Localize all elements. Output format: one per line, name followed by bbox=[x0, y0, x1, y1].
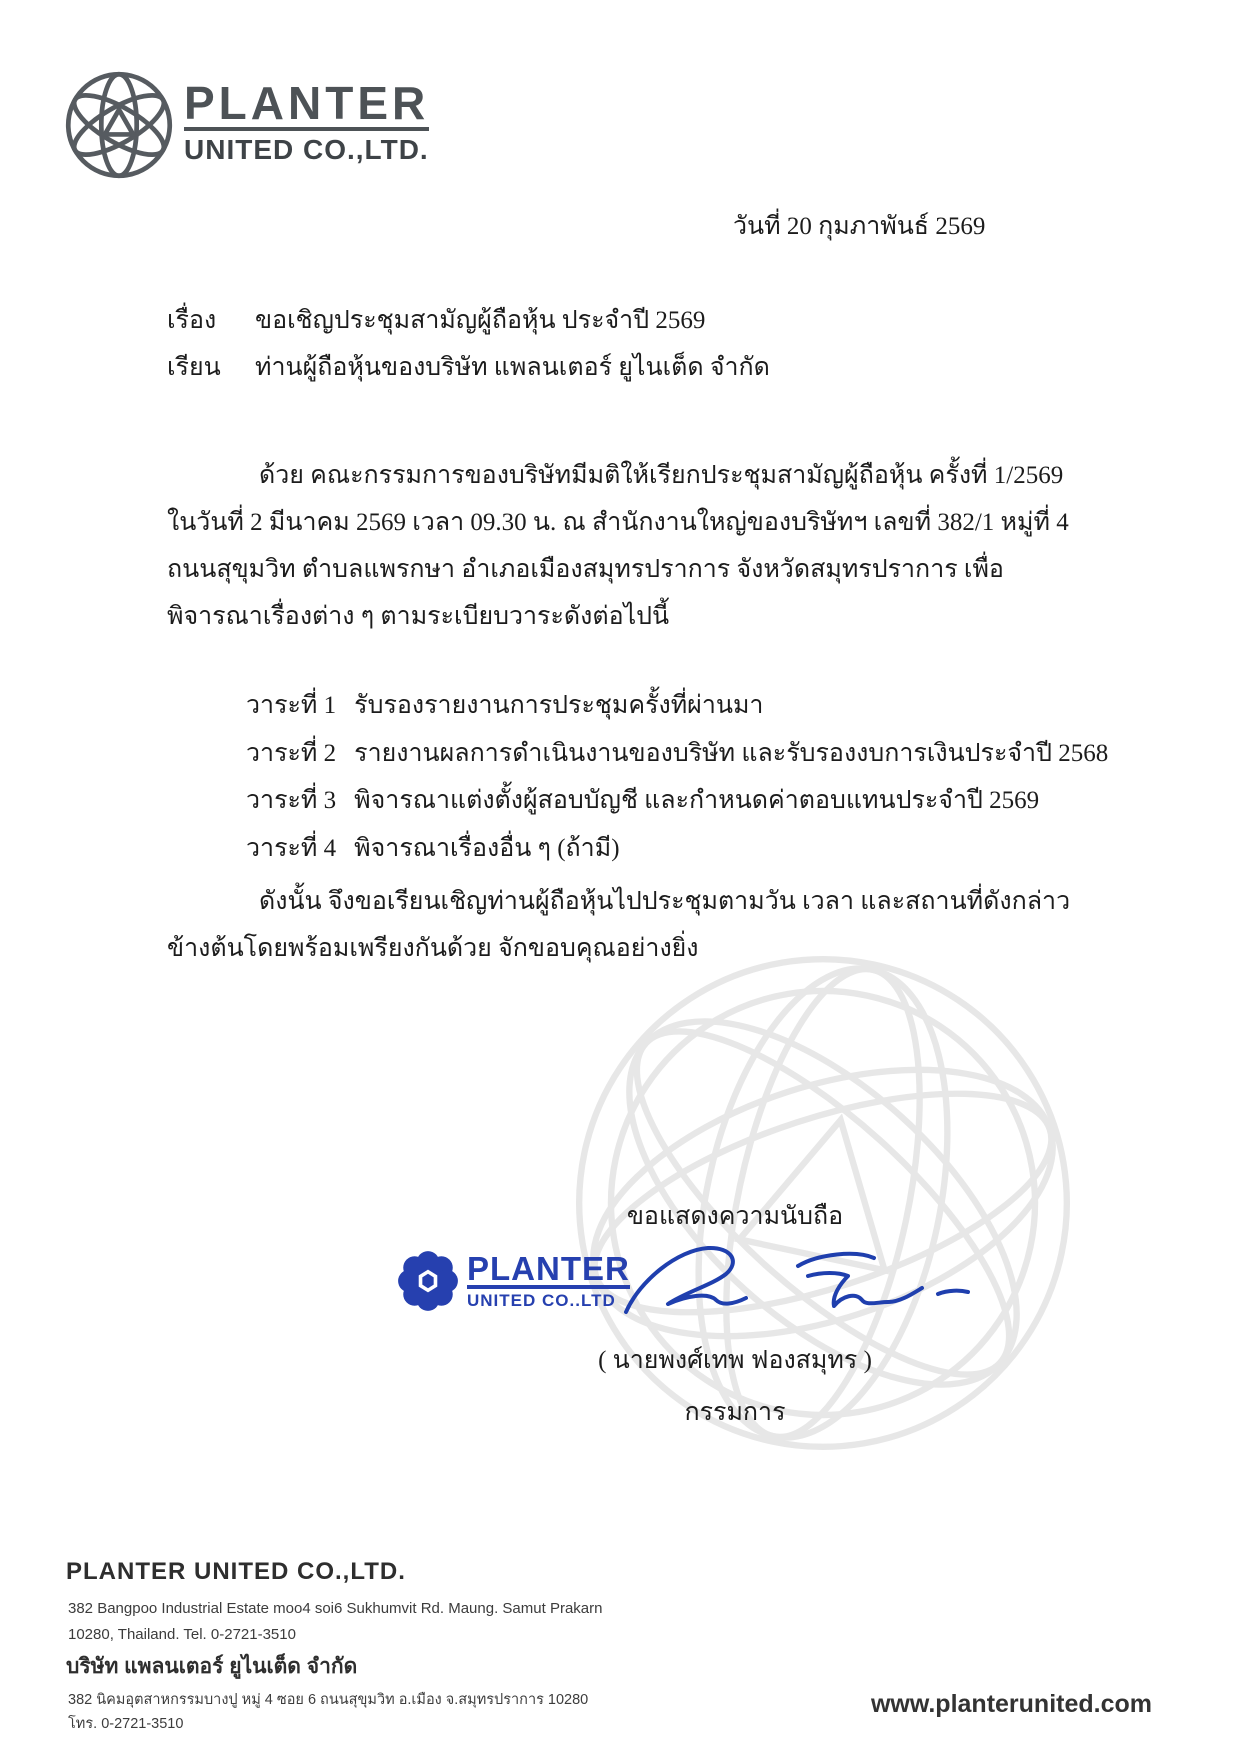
agenda-list bbox=[246, 685, 1108, 875]
footer-address-en-line1: 382 Bangpoo Industrial Estate moo4 soi6 Sukhumvit Rd. Maung. Samut Prakarn bbox=[68, 1600, 603, 1617]
subject-label: เรื่อง bbox=[167, 307, 217, 334]
footer-website: www.planterunited.com bbox=[870, 1690, 1152, 1718]
subject-row bbox=[167, 300, 705, 340]
addressee-label: เรียน bbox=[167, 354, 221, 381]
agenda-item-3-label: วาระที่ 3 bbox=[246, 787, 337, 814]
signer-title: กรรมการ bbox=[684, 1399, 786, 1426]
agenda-item-1 bbox=[246, 685, 1108, 733]
signer-name: ( นายพงศ์เทพ ฟองสมุทร ) bbox=[598, 1347, 872, 1374]
body-paragraph: ด้วย คณะกรรมการของบริษัทมีมติให้เรียกประชุมสามัญผู้ถือหุ้น ครั้งที่ 1/2569 ในวันที่ 2 มีนาคม 2569 เวลา 09.30 น. ณ สำนักงานใหญ่ของบริษัทฯ เลขที่ 382/1 หมู่ที่ 4 ถนนสุขุมวิท ตำบลแพรกษา อำเภอเมืองสมุทรปราการ จังหวัดสมุทรปราการ เพื่อพิจารณาเรื่องต่าง ๆ ตามระเบียบวาระดังต่อไปนี้ bbox=[167, 462, 1069, 630]
company-stamp-flower-icon bbox=[395, 1248, 461, 1314]
footer-company-name-en: PLANTER UNITED CO.,LTD. bbox=[66, 1558, 406, 1585]
footer-address-en-line2: 10280, Thailand. Tel. 0-2721-3510 bbox=[68, 1626, 296, 1643]
agenda-item-2-text: รายงานผลการดำเนินงานของบริษัท และรับรองงบการเงินประจำปี 2568 bbox=[354, 739, 1109, 767]
footer-address-th: 382 นิคมอุตสาหกรรมบางปู หมู่ 4 ซอย 6 ถนนสุขุมวิท อ.เมือง จ.สมุทรปราการ 10280 bbox=[68, 1692, 589, 1708]
agenda-item-1-text: รับรองรายงานการประชุมครั้งที่ผ่านมา bbox=[354, 692, 764, 719]
subject-text: ขอเชิญประชุมสามัญผู้ถือหุ้น ประจำปี 2569 bbox=[255, 307, 706, 334]
agenda-item-2 bbox=[246, 733, 1108, 781]
company-logo-text bbox=[184, 77, 430, 165]
agenda-item-3-text: พิจารณาแต่งตั้งผู้สอบบัญชี และกำหนดค่าตอบแทนประจำปี 2569 bbox=[354, 787, 1040, 814]
letter-date: วันที่ 20 กุมภาพันธ์ 2569 bbox=[733, 213, 986, 240]
company-stamp-subname: UNITED CO..LTD bbox=[467, 1291, 616, 1311]
addressee-row bbox=[167, 347, 770, 387]
company-stamp bbox=[395, 1248, 630, 1314]
agenda-item-4-text: พิจารณาเรื่องอื่น ๆ (ถ้ามี) bbox=[354, 834, 620, 862]
agenda-item-4-label: วาระที่ 4 bbox=[246, 834, 337, 862]
signature bbox=[612, 1232, 982, 1347]
company-logo-subname: UNITED CO.,LTD. bbox=[184, 134, 429, 165]
company-logo-name: PLANTER bbox=[184, 77, 430, 129]
agenda-item-2-label: วาระที่ 2 bbox=[246, 739, 337, 767]
closing-paragraph: ดังนั้น จึงขอเรียนเชิญท่านผู้ถือหุ้นไปประชุมตามวัน เวลา และสถานที่ดังกล่าวข้างต้นโดยพร้อมเพรียงกันด้วย จักขอบคุณอย่างยิ่ง bbox=[167, 888, 1071, 962]
company-logo-knot-icon bbox=[60, 66, 178, 184]
agenda-item-3 bbox=[246, 780, 1108, 828]
addressee-text: ท่านผู้ถือหุ้นของบริษัท แพลนเตอร์ ยูไนเต็ด จำกัด bbox=[255, 354, 770, 381]
footer-tel-th: โทร. 0-2721-3510 bbox=[68, 1716, 184, 1732]
company-stamp-text bbox=[467, 1249, 630, 1311]
agenda-item-1-label: วาระที่ 1 bbox=[246, 692, 337, 719]
footer-company-name-th: บริษัท แพลนเตอร์ ยูไนเต็ด จำกัด bbox=[66, 1655, 358, 1678]
company-stamp-name: PLANTER bbox=[467, 1253, 630, 1289]
agenda-item-4 bbox=[246, 828, 1108, 876]
sign-off-text: ขอแสดงความนับถือ bbox=[626, 1203, 844, 1230]
